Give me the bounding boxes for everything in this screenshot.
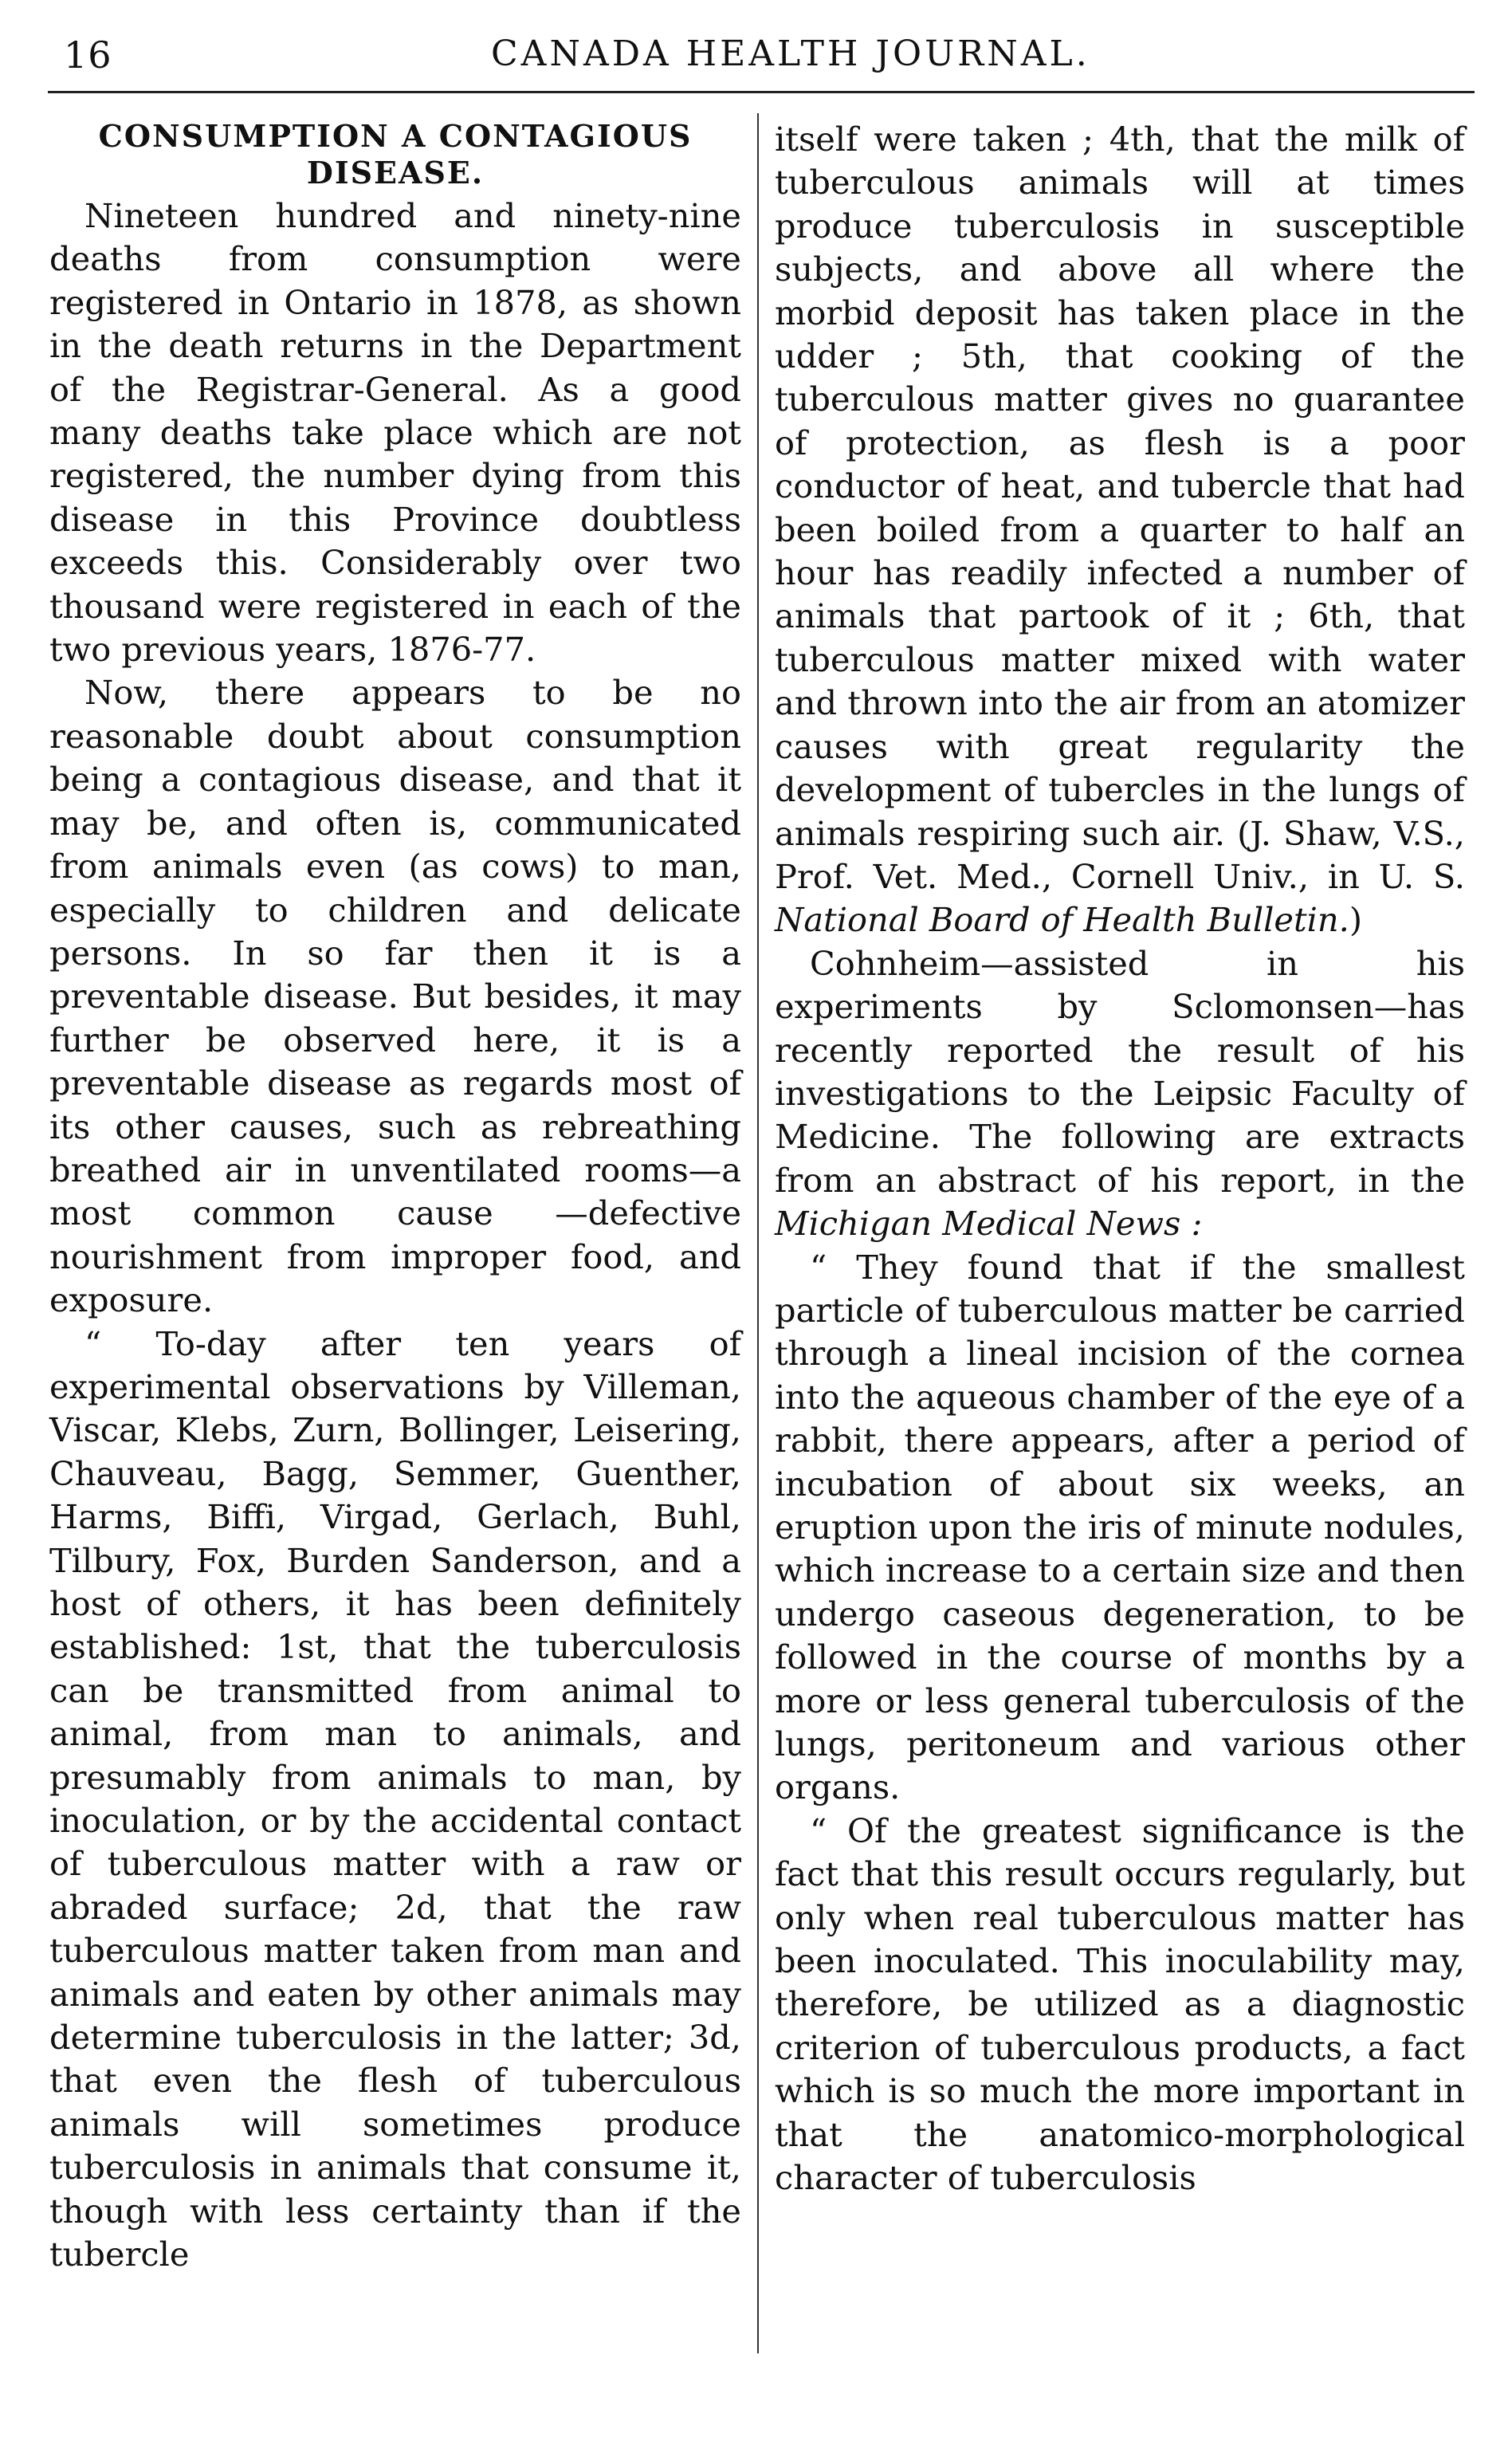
running-head (45, 29, 1471, 85)
paragraph (775, 942, 1465, 1246)
paragraph: “ To-day after ten years of experimental observations by Villeman, Viscar, Klebs, Zurn, Bollinger, Leisering, Chauveau, Bagg, Semmer, Guenther, Harms, Biffi, Virgad, Gerlach, Buhl, Tilbury, Fox, Burden Sanderson, and a host of others, it has been definitely established: 1st, that the tuberculosis can be transmitted from animal to animal, from man to animals, and presumably from animals to man, by inoculation, or by the accidental contact of tuberculous matter with a raw or abraded surface; 2d, that the raw tuberculous matter taken from man and animals and eaten by other animals may determine tuberculosis in the latter; 3d, that even the flesh of tuberculous animals will sometimes produce tuberculosis in animals that consume it, though with less certainty than if the tubercle (49, 1323, 741, 2274)
paragraph: Now, there appears to be no reasonable doubt about consumption being a contagious disease, and that it may be, and often is, communicated from animals even (as cows) to man, especially to children and delicate persons. In so far then it is a preventable disease. But besides, it may further be observed here, it is a preventable disease as regards most of its other causes, such as rebreathing breathed air in unventilated rooms—a most common cause —defective nourishment from improper food, and exposure. (49, 673, 741, 1320)
journal-title: CANADA HEALTH JOURNAL. (491, 33, 1090, 74)
closing-paren: ) (1349, 900, 1363, 940)
right-column (775, 118, 1465, 2200)
source-citation: Michigan Medical News : (775, 1204, 1203, 1244)
header-rule (48, 91, 1475, 93)
paragraph-text: Cohnheim—assisted in his experiments by Sclomonsen—has recently reported the result of his investigations to the Leipsic Faculty of Medicine. The following are extracts from an abstract of his report, in the (775, 943, 1465, 1200)
paragraph-continued (775, 118, 1465, 942)
paragraph: Nineteen hundred and ninety-nine deaths from consumption were registered in Ontario in 1878, as shown in the death returns in the Department of the Registrar-General. As a good many deaths take place which are not registered, the number dying from this disease in this Province doubtless exceeds this. Considerably over two thousand were registered in each of the two previous years, 1876-77. (49, 196, 741, 670)
source-citation: National Board of Health Bulletin. (775, 900, 1349, 940)
paragraph-text: itself were taken ; 4th, that the milk of tuberculous animals will at times produce tuberculosis in susceptible subjects, and above all where the morbid deposit has taken place in the udder ; 5th, that cooking of the tuberculous matter gives no guarantee of protection, as flesh is a poor conductor of heat, and tubercle that had been boiled from a quarter to half an hour has readily infected a number of animals that partook of it ; 6th, that tuberculous matter mixed with water and thrown into the air from an atomizer causes with great regularity the development of tubercles in the lungs of animals respiring such air. (J. Shaw, V.S., Prof. Vet. Med., Cornell Univ., in U. S. (775, 120, 1465, 896)
column-divider (757, 113, 759, 2353)
left-column (49, 118, 741, 2277)
article-title: CONSUMPTION A CONTAGIOUS DISEASE. (98, 118, 693, 191)
page-number: 16 (64, 33, 112, 77)
paragraph: “ They found that if the smallest particle of tuberculous matter be carried through a lineal incision of the cornea into the aqueous chamber of the eye of a rabbit, there appears, after a period of incubation of about six weeks, an eruption upon the iris of minute nodules, which increase to a certain size and then undergo caseous degeneration, to be followed in the course of months by a more or less general tuberculosis of the lungs, peritoneum and various other organs. (775, 1247, 1465, 1807)
paragraph: “ Of the greatest significance is the fact that this result occurs regularly, but only when real tuberculous matter has been inoculated. This inoculability may, therefore, be utilized as a diagnostic criterion of tuberculous products, a fact which is so much the more important in that the anatomico-morphological character of tuberculosis (775, 1810, 1465, 2198)
